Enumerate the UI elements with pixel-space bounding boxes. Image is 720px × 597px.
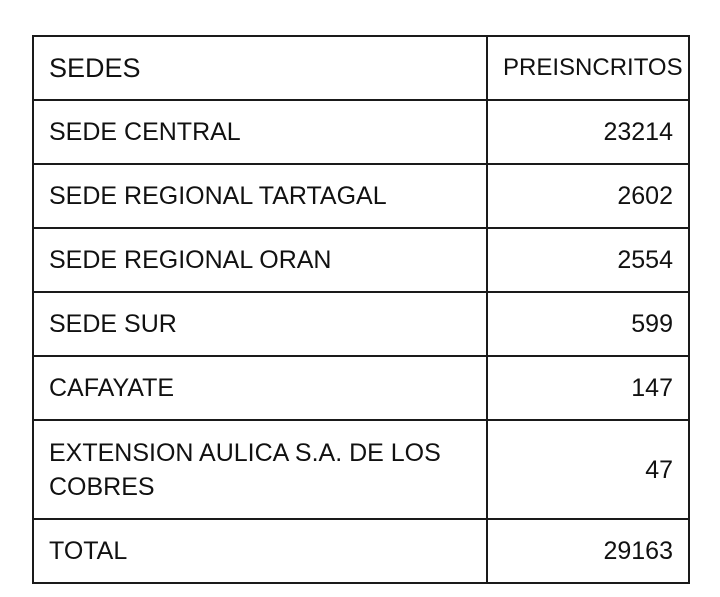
preinscritos-table: [32, 35, 690, 584]
sede-cell: SEDE REGIONAL TARTAGAL: [33, 164, 487, 228]
table-row: [33, 228, 689, 292]
preinscritos-table-container: [32, 35, 688, 584]
table-row: [33, 356, 689, 420]
sede-cell: SEDE REGIONAL ORAN: [33, 228, 487, 292]
total-row: [33, 519, 689, 583]
sede-cell: SEDE SUR: [33, 292, 487, 356]
table-row: [33, 164, 689, 228]
sede-cell: SEDE CENTRAL: [33, 100, 487, 164]
value-cell: 2602: [487, 164, 689, 228]
sede-cell: EXTENSION AULICA S.A. DE LOS COBRES: [33, 420, 487, 519]
header-row: [33, 36, 689, 100]
header-preinscritos: PREISNCRITOS: [487, 36, 689, 100]
value-cell: 147: [487, 356, 689, 420]
total-value-cell: 29163: [487, 519, 689, 583]
table-row: [33, 292, 689, 356]
total-label-cell: TOTAL: [33, 519, 487, 583]
sede-cell: CAFAYATE: [33, 356, 487, 420]
table-row: [33, 100, 689, 164]
value-cell: 23214: [487, 100, 689, 164]
value-cell: 47: [487, 420, 689, 519]
value-cell: 599: [487, 292, 689, 356]
table-row: [33, 420, 689, 519]
header-sedes: SEDES: [33, 36, 487, 100]
value-cell: 2554: [487, 228, 689, 292]
